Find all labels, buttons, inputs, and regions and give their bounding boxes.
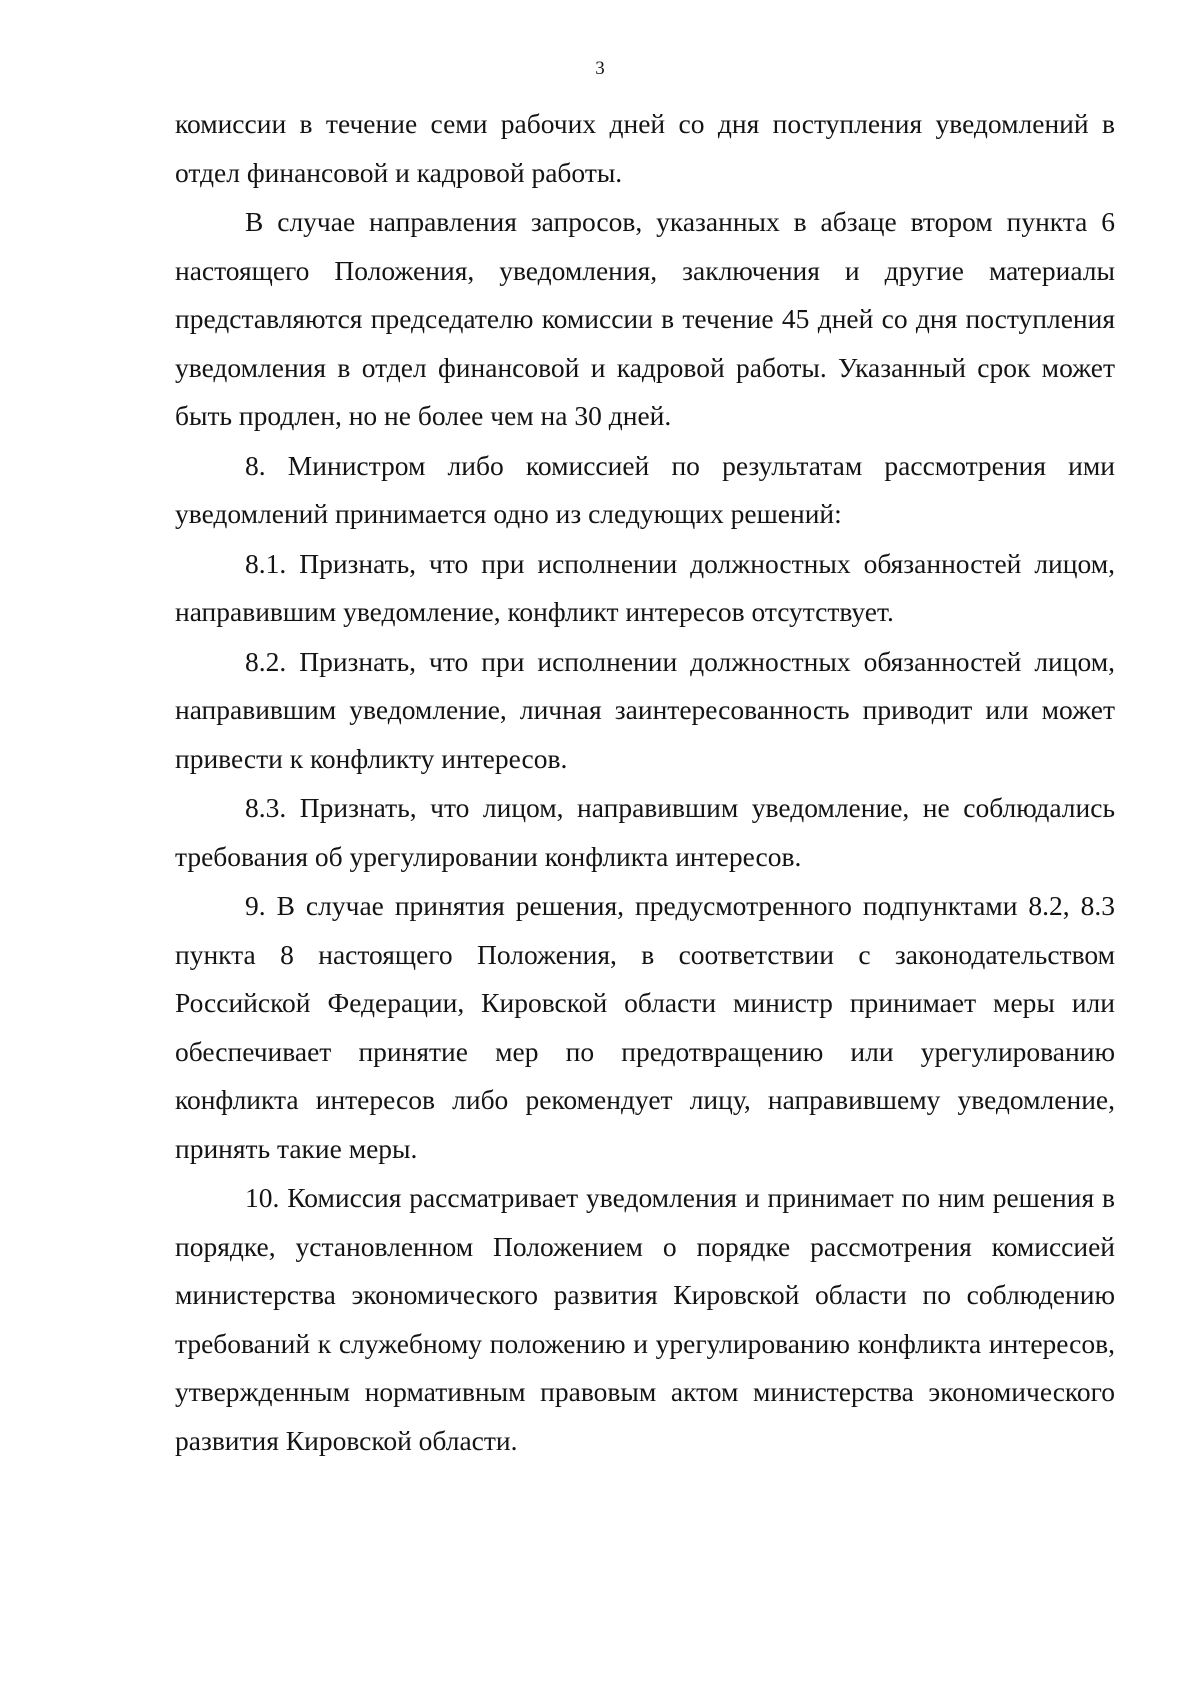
paragraph-10: 10. Комиссия рассматривает уведомления и принимает по ним решения в порядке, установленном Положением о порядке рассмотрения комиссией министерства экономического развития Кировской области по соблюдению требований к служебному положению и урегулированию конфликта интересов, утвержденным нормативным правовым актом министерства экономического развития Кировской области. xyxy=(175,1182,1115,1456)
paragraph-7-requests: В случае направления запросов, указанных в абзаце втором пункта 6 настоящего Положения, уведомления, заключения и другие материалы представляются председателю комиссии в течение 45 дней со дня поступления уведомления в отдел финансовой и кадровой работы. Указанный срок может быть продлен, но не более чем на 30 дней. xyxy=(175,206,1115,431)
paragraph-8-2: 8.2. Признать, что при исполнении должностных обязанностей лицом, направившим уведомление, личная заинтересованность приводит или может привести к конфликту интересов. xyxy=(175,645,1115,774)
paragraph-8-3: 8.3. Признать, что лицом, направившим уведомление, не соблюдались требования об урегулировании конфликта интересов. xyxy=(175,792,1115,872)
document-body xyxy=(175,100,1115,1465)
page-number: 3 xyxy=(595,58,605,79)
paragraph-9: 9. В случае принятия решения, предусмотренного подпунктами 8.2, 8.3 пункта 8 настоящего Положения, в соответствии с законодательством Российской Федерации, Кировской области министр принимает меры или обеспечивает принятие мер по предотвращению или урегулированию конфликта интересов либо рекомендует лицу, направившему уведомление, принять такие меры. xyxy=(175,890,1115,1164)
paragraph-8-1: 8.1. Признать, что при исполнении должностных обязанностей лицом, направившим уведомление, конфликт интересов отсутствует. xyxy=(175,547,1115,627)
paragraph-8: 8. Министром либо комиссией по результатам рассмотрения ими уведомлений принимается одно из следующих решений: xyxy=(175,449,1115,529)
paragraph-continuation: комиссии в течение семи рабочих дней со дня поступления уведомлений в отдел финансовой и кадровой работы. xyxy=(175,108,1115,188)
